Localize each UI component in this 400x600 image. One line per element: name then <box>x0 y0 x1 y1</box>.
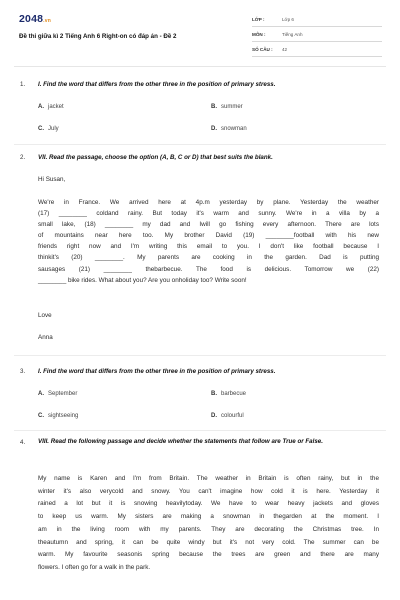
question-4-title: VIII. Read the following passage and decide whether the statements that follow are True or False. <box>38 438 323 445</box>
question-3-title: I. Find the word that differs from the other three in the position of primary stress. <box>38 368 276 375</box>
passage-2-line: theautumn and spring, it can be quite windy but it's not very cold. The summer can be <box>38 538 379 546</box>
q3-option-b-letter: B. <box>211 391 217 397</box>
question-4-number: 4. <box>20 439 26 446</box>
q1-option-a-letter: A. <box>38 104 44 110</box>
question-2-title: VII. Read the passage, choose the option (A, B, C or D) that best suits the blank. <box>38 154 273 161</box>
q1-option-a[interactable] <box>38 104 64 110</box>
question-3-number: 3. <box>20 368 26 375</box>
letter-signature: Anna <box>38 334 53 341</box>
question-divider <box>14 430 386 431</box>
passage-1-line: ________ bike rides. What about you? Are you onholiday too? Write soon! <box>38 276 247 284</box>
passage-2-line: rained a lot but it is snowing heavilytoday. We have to wear heavy jackets and gloves <box>38 500 379 508</box>
passage-2-line: winter it's also verycold and snowy. You can't imagine how cold it is here. Yesterday it <box>38 487 379 495</box>
question-1-title: I. Find the word that differs from the other three in the position of primary stress. <box>38 81 276 88</box>
page-title: Đề thi giữa kì 2 Tiếng Anh 6 Right-on có đáp án - Đề 2 <box>19 33 177 40</box>
passage-1-line: of mountains near here too. My brother David (19) ________football with his new <box>38 232 379 240</box>
meta-class <box>252 14 382 27</box>
passage-1-line: thinkit's (20) ________. My parents are cooking in the garden. Dad is putting <box>38 254 379 262</box>
site-logo[interactable] <box>19 13 51 25</box>
q3-option-d-text: colourful <box>221 413 244 419</box>
meta-count-value: 42 <box>282 47 288 52</box>
q3-option-a-text: September <box>48 391 78 397</box>
passage-2-line: My name is Karen and I'm from Britain. The weather in Britain is often rainy, but in the <box>38 475 379 482</box>
q3-option-c-text: sightseeing <box>48 413 79 419</box>
q3-option-b-text: barbecue <box>221 391 247 397</box>
meta-count <box>252 44 382 57</box>
meta-class-value: Lớp 6 <box>282 17 294 22</box>
q1-option-b-text: summer <box>221 104 243 110</box>
q3-option-c-letter: C. <box>38 413 44 419</box>
q3-option-a-letter: A. <box>38 391 44 397</box>
q1-option-b[interactable] <box>211 104 243 110</box>
q1-option-d-text: snowman <box>221 126 247 132</box>
letter-greeting: Hi Susan, <box>38 176 66 183</box>
passage-1-line: (17) ________ coldand rainy. But today it's warm and sunny. We're in a villa by a <box>38 210 379 218</box>
passage-2-line: am in the living room with my parents. They are decorating the Christmas tree. In <box>38 525 379 533</box>
q1-option-b-letter: B. <box>211 104 217 110</box>
q1-option-d[interactable] <box>211 126 247 132</box>
letter-closing: Love <box>38 312 52 319</box>
passage-2 <box>38 473 379 575</box>
header-divider <box>14 66 386 67</box>
q3-option-c[interactable] <box>38 413 78 419</box>
q1-option-c-text: July <box>48 126 59 132</box>
q3-option-b[interactable] <box>211 391 246 397</box>
q1-option-d-letter: D. <box>211 126 217 132</box>
q1-option-c-letter: C. <box>38 126 44 132</box>
meta-count-label: SỐ CÂU : <box>252 47 273 52</box>
passage-2-line: to keep us warm. My sisters are making a snowman in thegarden at the moment. I <box>38 513 379 521</box>
q1-option-c[interactable] <box>38 126 59 132</box>
passage-2-line: flowers. I often go for a walk in the park. <box>38 563 151 571</box>
q3-option-d-letter: D. <box>211 413 217 419</box>
passage-1-line: We're in France. We arrived here at 4p.m yesterday by plane. Yesterday the weather <box>38 199 379 206</box>
passage-2-line: warm. My favourite seasonis spring because the trees are green and there are many <box>38 551 379 559</box>
meta-subject-label: MÔN : <box>252 32 266 37</box>
question-1-number: 1. <box>20 81 26 88</box>
logo-main: 2048 <box>19 13 44 25</box>
question-2-number: 2. <box>20 154 26 161</box>
question-divider <box>14 144 386 145</box>
passage-1-line: small lake, (18) ________ my dad and Iwill go fishing every afternoon. There are lots <box>38 221 379 229</box>
q3-option-a[interactable] <box>38 391 77 397</box>
meta-class-label: LỚP : <box>252 17 265 22</box>
passage-1-line: friends right now and I'm writing this email to you. I don't like football because I <box>38 243 379 251</box>
meta-subject <box>252 29 382 42</box>
passage-1-line: sausages (21) ________ thebarbecue. The food is delicious. Tomorrow we (22) <box>38 265 379 273</box>
meta-subject-value: Tiếng Anh <box>282 32 303 37</box>
logo-tld: .vn <box>43 18 51 24</box>
q3-option-d[interactable] <box>211 413 244 419</box>
q1-option-a-text: jacket <box>48 104 64 110</box>
passage-1 <box>38 197 379 286</box>
question-divider <box>14 355 386 356</box>
